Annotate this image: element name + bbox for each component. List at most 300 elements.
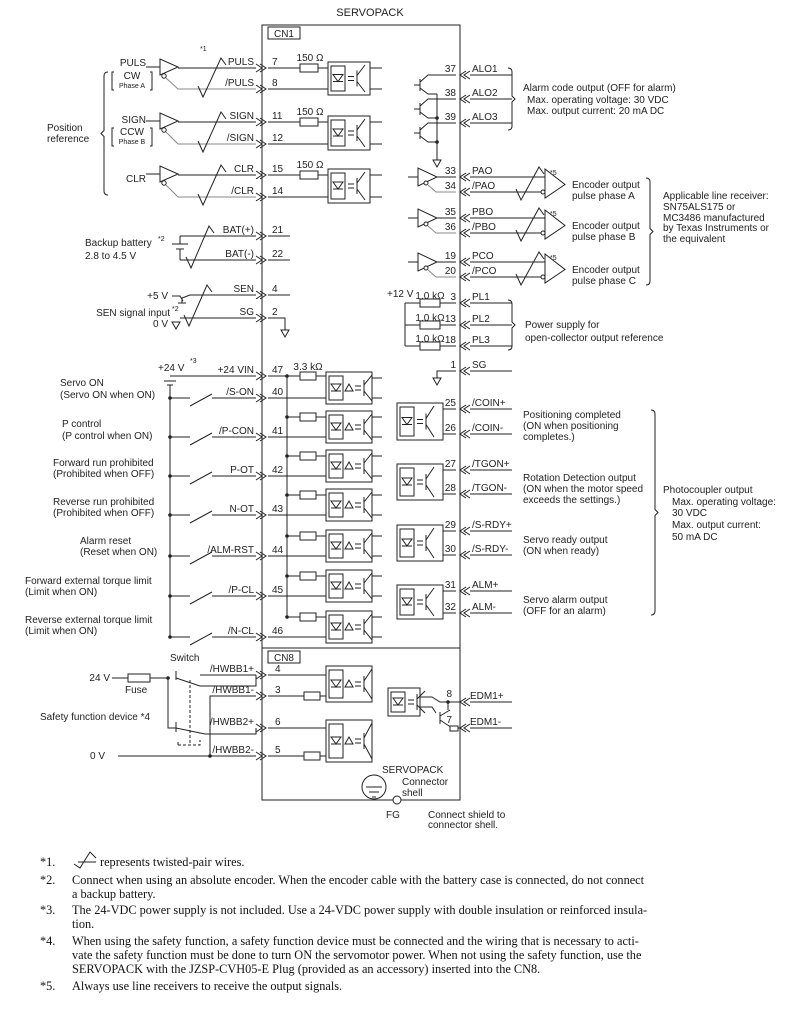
footnote-text: Always use line receivers to receive the output signals. bbox=[72, 979, 343, 993]
twisted-pair-icon bbox=[516, 167, 544, 200]
label-switch: Switch bbox=[170, 653, 200, 664]
pin-signal-label: /S-RDY+ bbox=[472, 520, 512, 531]
pin-number: 30 bbox=[444, 544, 456, 555]
pin-number: 11 bbox=[272, 111, 283, 122]
fuse-icon bbox=[128, 674, 150, 682]
photocoupler-icon bbox=[397, 403, 443, 440]
photocoupler-icon bbox=[397, 585, 443, 619]
connector-chevron-icon bbox=[460, 119, 470, 127]
pin-number: 39 bbox=[444, 112, 456, 123]
twisted-pair-icon bbox=[516, 252, 544, 285]
wire bbox=[268, 318, 285, 330]
connector-chevron-icon bbox=[460, 321, 470, 329]
pin-number: 38 bbox=[444, 88, 456, 99]
resistor-label-33k: 3.3 kΩ bbox=[293, 362, 323, 373]
pin-number: 45 bbox=[272, 585, 284, 596]
connector-chevron-icon bbox=[460, 466, 470, 474]
inverter-bubble-icon bbox=[424, 222, 428, 226]
power-bus bbox=[164, 381, 176, 637]
footnote-text: tion. bbox=[72, 917, 95, 931]
connector-chevron-icon bbox=[460, 430, 470, 438]
connector-chevron-icon bbox=[256, 592, 266, 600]
label-cw: CW bbox=[123, 71, 141, 82]
label-encoder-phase-a: pulse phase A bbox=[572, 191, 635, 202]
resistor-label-1k: 1.0 kΩ bbox=[415, 291, 445, 302]
pin-number: 7 bbox=[272, 57, 278, 68]
pin-number: 34 bbox=[444, 181, 456, 192]
connector-chevron-icon bbox=[256, 633, 266, 641]
footnote-text: When using the safety function, a safety function device must be connected and the wiring that is necessary to acti- bbox=[72, 934, 639, 948]
pin-signal-label: /S-ON bbox=[226, 387, 254, 398]
sen-switch-icon bbox=[172, 295, 256, 303]
junction-dot bbox=[435, 140, 439, 144]
cn8-pin-number: 6 bbox=[275, 717, 281, 728]
twisted-pair-icon bbox=[198, 112, 226, 152]
photocoupler-icon bbox=[326, 372, 372, 404]
input-label-alarm-reset-sub: (Reset when ON) bbox=[80, 547, 158, 558]
pin-signal-label: ALM- bbox=[472, 602, 496, 613]
label-output-coin: (ON when positioning bbox=[523, 421, 619, 432]
edm-pin-number: 8 bbox=[446, 689, 452, 700]
label-shield-1: Connect shield to bbox=[428, 810, 506, 821]
pin-number: 13 bbox=[444, 314, 456, 325]
resistor-label-1k: 1.0 kΩ bbox=[415, 334, 445, 345]
pin-number: 31 bbox=[444, 580, 456, 591]
footnote-mark: *1. bbox=[40, 855, 56, 869]
switch-contact-icon bbox=[190, 472, 212, 484]
input-label-fwd-torque-sub: (Limit when ON) bbox=[25, 587, 98, 598]
label-line-receiver: by Texas Instruments or bbox=[663, 223, 769, 234]
pin-signal-label: /ALM-RST bbox=[207, 545, 254, 556]
label-encoder-a: Encoder output bbox=[572, 180, 640, 191]
footnote-mark: *3. bbox=[40, 903, 56, 917]
connector-chevron-icon bbox=[460, 214, 470, 222]
connector-chevron-icon bbox=[460, 698, 470, 706]
connector-chevron-icon bbox=[256, 671, 266, 679]
label-reference: reference bbox=[47, 134, 90, 145]
pin-signal-label: N-OT bbox=[229, 504, 254, 515]
pin-number: 25 bbox=[444, 398, 456, 409]
resistor-icon bbox=[300, 452, 316, 460]
switch-contact-icon bbox=[190, 633, 212, 645]
pin-number: 33 bbox=[444, 166, 456, 177]
pin-number: 2 bbox=[272, 307, 278, 318]
brace-icon bbox=[651, 410, 658, 615]
label-battery-range: 2.8 to 4.5 V bbox=[85, 251, 137, 262]
label-line-receiver: Applicable line receiver: bbox=[663, 191, 769, 202]
photocoupler-icon bbox=[326, 530, 372, 562]
connector-chevron-icon bbox=[256, 511, 266, 519]
connector-chevron-icon bbox=[460, 342, 470, 350]
connector-chevron-icon bbox=[256, 171, 266, 179]
label-output-alm: Servo alarm output bbox=[523, 595, 608, 606]
resistor-icon bbox=[450, 726, 458, 731]
servopack-title: SERVOPACK bbox=[336, 7, 404, 19]
pin-number: 19 bbox=[444, 251, 456, 262]
edm-signal-label: EDM1- bbox=[470, 717, 502, 728]
connector-chevron-icon bbox=[256, 256, 266, 264]
cn8-label: CN8 bbox=[273, 653, 295, 664]
photocoupler-icon bbox=[326, 666, 372, 702]
input-label-fwd-prohib-sub: (Prohibited when OFF) bbox=[53, 469, 155, 480]
battery-icon bbox=[172, 236, 188, 260]
connector-chevron-icon bbox=[460, 587, 470, 595]
label-encoder-phase-b: pulse phase B bbox=[572, 232, 636, 243]
label-24v: 24 V bbox=[89, 673, 110, 684]
pin-signal-label: ALO3 bbox=[472, 112, 498, 123]
connector-chevron-icon bbox=[460, 405, 470, 413]
connector-chevron-icon bbox=[256, 394, 266, 402]
label-plus12v: +12 V bbox=[387, 289, 414, 300]
footnote-text: Connect when using an absolute encoder. When the encoder cable with the battery case is connected, do not connect bbox=[72, 873, 645, 887]
twisted-pair-icon bbox=[184, 285, 212, 326]
pin-number: 15 bbox=[272, 164, 284, 175]
pin-signal-label: /P-CL bbox=[228, 585, 254, 596]
label-fuse: Fuse bbox=[125, 685, 148, 696]
ground-icon bbox=[281, 330, 289, 337]
connector-chevron-icon bbox=[256, 64, 266, 72]
label-photocoupler: Photocoupler output bbox=[663, 485, 753, 496]
input-label-rev-torque: Reverse external torque limit bbox=[25, 615, 153, 626]
photocoupler-icon bbox=[326, 411, 372, 443]
footnote-mark: *2. bbox=[40, 873, 56, 887]
pin-signal-label: /COIN- bbox=[472, 423, 504, 434]
footnote-text: The 24-VDC power supply is not included. Use a 24-VDC power supply with double insulation or reinforced insula- bbox=[72, 903, 648, 917]
connector-chevron-icon bbox=[256, 433, 266, 441]
cn8-pin-number: 4 bbox=[275, 664, 281, 675]
pin-signal-label: CLR bbox=[233, 164, 254, 175]
pin-signal-label: PAO bbox=[472, 166, 493, 177]
pin-number: 40 bbox=[272, 387, 284, 398]
switch-contact-icon bbox=[190, 592, 212, 604]
pin-signal-label: SEN bbox=[233, 284, 254, 295]
connector-chevron-icon bbox=[460, 95, 470, 103]
pin-number: 42 bbox=[272, 465, 284, 476]
label-puls: PULS bbox=[119, 58, 146, 69]
connector-chevron-icon bbox=[460, 609, 470, 617]
connector-chevron-icon bbox=[256, 232, 266, 240]
connector-chevron-icon bbox=[460, 724, 470, 732]
connector-chevron-icon bbox=[460, 258, 470, 266]
pin-signal-label: BAT(+) bbox=[222, 225, 254, 236]
label-position: Position bbox=[47, 123, 83, 134]
cn8-signal-label: /HWBB2+ bbox=[209, 717, 254, 728]
footnote-text: a backup battery. bbox=[72, 887, 156, 901]
inverter-bubble-icon bbox=[162, 181, 166, 185]
cn8-signal-label: /HWBB1- bbox=[212, 685, 254, 696]
twisted-pair-icon bbox=[198, 58, 226, 97]
inverter-bubble-icon bbox=[162, 74, 166, 78]
pin-signal-label: /PCO bbox=[472, 266, 497, 277]
switch-contact-icon bbox=[190, 511, 212, 523]
label-fg: FG bbox=[386, 810, 400, 821]
pin-signal-label: SIGN bbox=[229, 111, 254, 122]
label-photocoupler: Max. operating voltage: bbox=[672, 497, 776, 508]
note-5-mark: *5 bbox=[550, 255, 557, 262]
connector-chevron-icon bbox=[256, 472, 266, 480]
input-label-rev-prohib-sub: (Prohibited when OFF) bbox=[53, 508, 155, 519]
resistor-label: 150 Ω bbox=[296, 53, 324, 64]
twisted-pair-icon bbox=[74, 852, 96, 868]
cn8-signal-label: /HWBB2- bbox=[212, 745, 254, 756]
brace-icon bbox=[101, 72, 108, 195]
pin-number: 46 bbox=[272, 626, 284, 637]
pin-number: 3 bbox=[450, 292, 456, 303]
label-plus24v: +24 V bbox=[158, 363, 185, 374]
wire bbox=[437, 371, 456, 378]
pin-signal-label: P-OT bbox=[230, 465, 254, 476]
footnote-text: vate the safety function must be done to turn ON the servomotor power. When not using the safety function, use the bbox=[72, 948, 642, 962]
label-pl-1: Power supply for bbox=[525, 320, 600, 331]
connector-chevron-icon bbox=[256, 372, 266, 380]
label-photocoupler: 50 mA DC bbox=[672, 532, 718, 543]
pin-signal-label: /TGON+ bbox=[472, 459, 510, 470]
pin-number: 41 bbox=[272, 426, 284, 437]
pin-signal-label: ALM+ bbox=[472, 580, 499, 591]
connector-chevron-icon bbox=[460, 71, 470, 79]
switch-contact-icon bbox=[190, 552, 212, 564]
note-1-mark: *1 bbox=[200, 46, 207, 53]
input-label-servo-on: Servo ON bbox=[60, 378, 104, 389]
label-alarm-voltage: Max. operating voltage: 30 VDC bbox=[527, 95, 669, 106]
pin-number: 4 bbox=[272, 284, 278, 295]
connector-chevron-icon bbox=[460, 551, 470, 559]
note-3-mark: *3 bbox=[190, 358, 197, 365]
photocoupler-icon bbox=[326, 570, 372, 602]
resistor-icon bbox=[300, 372, 316, 380]
label-connector: Connector bbox=[402, 777, 449, 788]
ground-icon bbox=[172, 322, 180, 329]
pin-signal-label: SG bbox=[239, 307, 254, 318]
inverter-bubble-icon bbox=[541, 275, 545, 279]
alarm-transistor-icon bbox=[414, 123, 456, 142]
pin-signal-label: SG bbox=[472, 360, 487, 371]
pin-signal-label: PL2 bbox=[472, 314, 490, 325]
label-shield-2: connector shell. bbox=[428, 820, 499, 831]
pin-signal-label: /PAO bbox=[472, 181, 496, 192]
label-output-tgon: Rotation Detection output bbox=[523, 473, 636, 484]
photocoupler-icon bbox=[326, 611, 372, 643]
connector-chevron-icon bbox=[460, 367, 470, 375]
pin-number: 8 bbox=[272, 78, 278, 89]
connector-chevron-icon bbox=[460, 273, 470, 281]
input-label-p-control-sub: (P control when ON) bbox=[62, 431, 153, 442]
connector-chevron-icon bbox=[460, 173, 470, 181]
label-servopack-inner: SERVOPACK bbox=[382, 765, 444, 776]
pin-number: 21 bbox=[272, 225, 284, 236]
pin-signal-label: ALO1 bbox=[472, 64, 498, 75]
connector-chevron-icon bbox=[256, 291, 266, 299]
inverter-bubble-icon bbox=[541, 190, 545, 194]
label-phase-a: Phase A bbox=[118, 83, 146, 90]
connector-chevron-icon bbox=[256, 752, 266, 760]
footnote-text: SERVOPACK with the JZSP-CVH05-E Plug (provided as an accessory) inserted into the CN8. bbox=[72, 962, 541, 976]
label-output-coin: completes.) bbox=[523, 432, 575, 443]
connector-chevron-icon bbox=[460, 527, 470, 535]
twisted-pair-icon bbox=[198, 165, 226, 205]
label-photocoupler: Max. output current: bbox=[672, 520, 761, 531]
connector-chevron-icon bbox=[460, 188, 470, 196]
pin-signal-label: /S-RDY- bbox=[472, 544, 509, 555]
pin-signal-label: ALO2 bbox=[472, 88, 498, 99]
cn8-pin-number: 5 bbox=[275, 745, 281, 756]
label-0v-bottom: 0 V bbox=[89, 751, 105, 762]
junction-dot bbox=[435, 116, 439, 120]
label-output-coin: Positioning completed bbox=[523, 410, 621, 421]
resistor-label: 150 Ω bbox=[296, 160, 324, 171]
resistor-icon bbox=[300, 171, 318, 179]
note-2-mark: *2 bbox=[158, 236, 165, 243]
connector-chevron-icon bbox=[256, 85, 266, 93]
connector-chevron-icon bbox=[256, 193, 266, 201]
inverter-bubble-icon bbox=[424, 266, 428, 270]
pin-number: 27 bbox=[444, 459, 456, 470]
label-output-srdy: Servo ready output bbox=[523, 535, 608, 546]
note-5-mark: *5 bbox=[550, 211, 557, 218]
connector-chevron-icon bbox=[256, 314, 266, 322]
pin-number: 29 bbox=[444, 520, 456, 531]
label-sen-input: SEN signal input bbox=[96, 308, 170, 319]
cn8-pin-number: 3 bbox=[275, 685, 281, 696]
input-label-fwd-prohib: Forward run prohibited bbox=[53, 458, 154, 469]
pin-signal-label: /COIN+ bbox=[472, 398, 506, 409]
switch-contact-icon bbox=[190, 394, 212, 406]
pin-number: 28 bbox=[444, 483, 456, 494]
inverter-bubble-icon bbox=[541, 231, 545, 235]
fg-terminal-icon bbox=[393, 796, 401, 804]
resistor-icon bbox=[300, 572, 316, 580]
pin-signal-label: /SIGN bbox=[226, 133, 254, 144]
label-0v: 0 V bbox=[152, 319, 168, 330]
pin-signal-label: +24 VIN bbox=[217, 365, 254, 376]
twisted-pair-icon bbox=[186, 226, 214, 268]
pin-signal-label: /PBO bbox=[472, 222, 496, 233]
pin-signal-label: /N-CL bbox=[227, 626, 254, 637]
resistor-icon bbox=[304, 752, 320, 760]
cn1-label: CN1 bbox=[273, 29, 295, 40]
pin-number: 26 bbox=[444, 423, 456, 434]
brace-icon bbox=[646, 178, 653, 285]
label-ccw: CCW bbox=[120, 127, 144, 138]
photocoupler-icon bbox=[326, 489, 372, 521]
label-pl-2: open-collector output reference bbox=[525, 333, 664, 344]
footnote-text: represents twisted-pair wires. bbox=[100, 855, 245, 869]
footnote-mark: *5. bbox=[40, 979, 56, 993]
photocoupler-icon bbox=[397, 525, 443, 561]
label-line-receiver: SN75ALS175 or bbox=[663, 202, 736, 213]
resistor-icon bbox=[300, 118, 318, 126]
label-encoder-phase-c: pulse phase C bbox=[572, 276, 636, 287]
label-output-alm: (OFF for an alarm) bbox=[523, 606, 606, 617]
pin-signal-label: PULS bbox=[227, 57, 254, 68]
photocoupler-icon bbox=[326, 450, 372, 482]
label-line-receiver: MC3486 manufactured bbox=[663, 213, 765, 224]
pin-number: 35 bbox=[444, 207, 456, 218]
note-2-mark: *2 bbox=[172, 306, 179, 313]
label-encoder-b: Encoder output bbox=[572, 221, 640, 232]
pin-signal-label: PL3 bbox=[472, 335, 490, 346]
connector-chevron-icon bbox=[460, 229, 470, 237]
edm-pin-number: 7 bbox=[446, 715, 452, 726]
input-label-fwd-torque: Forward external torque limit bbox=[25, 576, 152, 587]
pin-number: 22 bbox=[272, 249, 284, 260]
pin-number: 47 bbox=[272, 365, 284, 376]
label-plus5v: +5 V bbox=[147, 291, 168, 302]
label-battery: Backup battery bbox=[85, 238, 152, 249]
resistor-label: 150 Ω bbox=[296, 107, 324, 118]
pin-signal-label: /TGON- bbox=[472, 483, 507, 494]
photocoupler-icon bbox=[397, 464, 443, 500]
photocoupler-icon bbox=[326, 720, 372, 762]
pin-signal-label: PL1 bbox=[472, 292, 490, 303]
twisted-pair-icon bbox=[516, 208, 544, 241]
pin-number: 1 bbox=[450, 360, 456, 371]
note-5-mark: *5 bbox=[550, 170, 557, 177]
inverter-bubble-icon bbox=[162, 128, 166, 132]
label-line-receiver: the equivalent bbox=[663, 234, 726, 245]
label-phase-b: Phase B bbox=[118, 139, 146, 146]
pin-signal-label: /CLR bbox=[231, 186, 254, 197]
pin-signal-label: /PULS bbox=[225, 78, 254, 89]
label-shell: shell bbox=[402, 788, 423, 799]
resistor-icon bbox=[300, 413, 316, 421]
connector-chevron-icon bbox=[256, 140, 266, 148]
label-output-tgon: (ON when the motor speed bbox=[523, 484, 644, 495]
label-alarm-title: Alarm code output (OFF for alarm) bbox=[523, 83, 676, 94]
label-output-srdy: (ON when ready) bbox=[523, 546, 600, 557]
label-photocoupler: 30 VDC bbox=[672, 508, 708, 519]
ground-icon bbox=[433, 160, 441, 167]
label-alarm-current: Max. output current: 20 mA DC bbox=[527, 106, 665, 117]
wire bbox=[168, 678, 176, 728]
pin-number: 12 bbox=[272, 133, 284, 144]
pin-signal-label: BAT(-) bbox=[225, 249, 254, 260]
input-label-servo-on-sub: (Servo ON when ON) bbox=[60, 390, 156, 401]
pin-signal-label: /P-CON bbox=[219, 426, 254, 437]
input-label-rev-torque-sub: (Limit when ON) bbox=[25, 626, 98, 637]
resistor-icon bbox=[300, 491, 316, 499]
footnote-mark: *4. bbox=[40, 934, 56, 948]
pin-number: 36 bbox=[444, 222, 456, 233]
input-label-rev-prohib: Reverse run prohibited bbox=[53, 497, 155, 508]
label-encoder-c: Encoder output bbox=[572, 265, 640, 276]
resistor-icon bbox=[300, 532, 316, 540]
pin-number: 37 bbox=[444, 64, 456, 75]
label-safety-device: Safety function device *4 bbox=[40, 712, 151, 723]
line-driver-icon bbox=[160, 59, 178, 75]
pin-number: 18 bbox=[444, 335, 456, 346]
connector-chevron-icon bbox=[460, 490, 470, 498]
connector-chevron-icon bbox=[460, 299, 470, 307]
connector-chevron-icon bbox=[256, 692, 266, 700]
resistor-icon bbox=[304, 692, 320, 700]
pin-signal-label: PBO bbox=[472, 207, 494, 218]
connector-chevron-icon bbox=[256, 724, 266, 732]
ground-icon bbox=[433, 378, 441, 385]
pin-number: 32 bbox=[444, 602, 456, 613]
label-clr: CLR bbox=[125, 174, 146, 185]
switch-mechanical-link bbox=[178, 680, 200, 745]
edm-signal-label: EDM1+ bbox=[470, 691, 504, 702]
connector-chevron-icon bbox=[256, 118, 266, 126]
pin-number: 20 bbox=[444, 266, 456, 277]
resistor-icon bbox=[300, 613, 316, 621]
pin-number: 43 bbox=[272, 504, 284, 515]
label-sign: SIGN bbox=[121, 115, 146, 126]
label-output-tgon: exceeds the settings.) bbox=[523, 495, 621, 506]
pin-signal-label: PCO bbox=[472, 251, 494, 262]
resistor-icon bbox=[300, 64, 318, 72]
